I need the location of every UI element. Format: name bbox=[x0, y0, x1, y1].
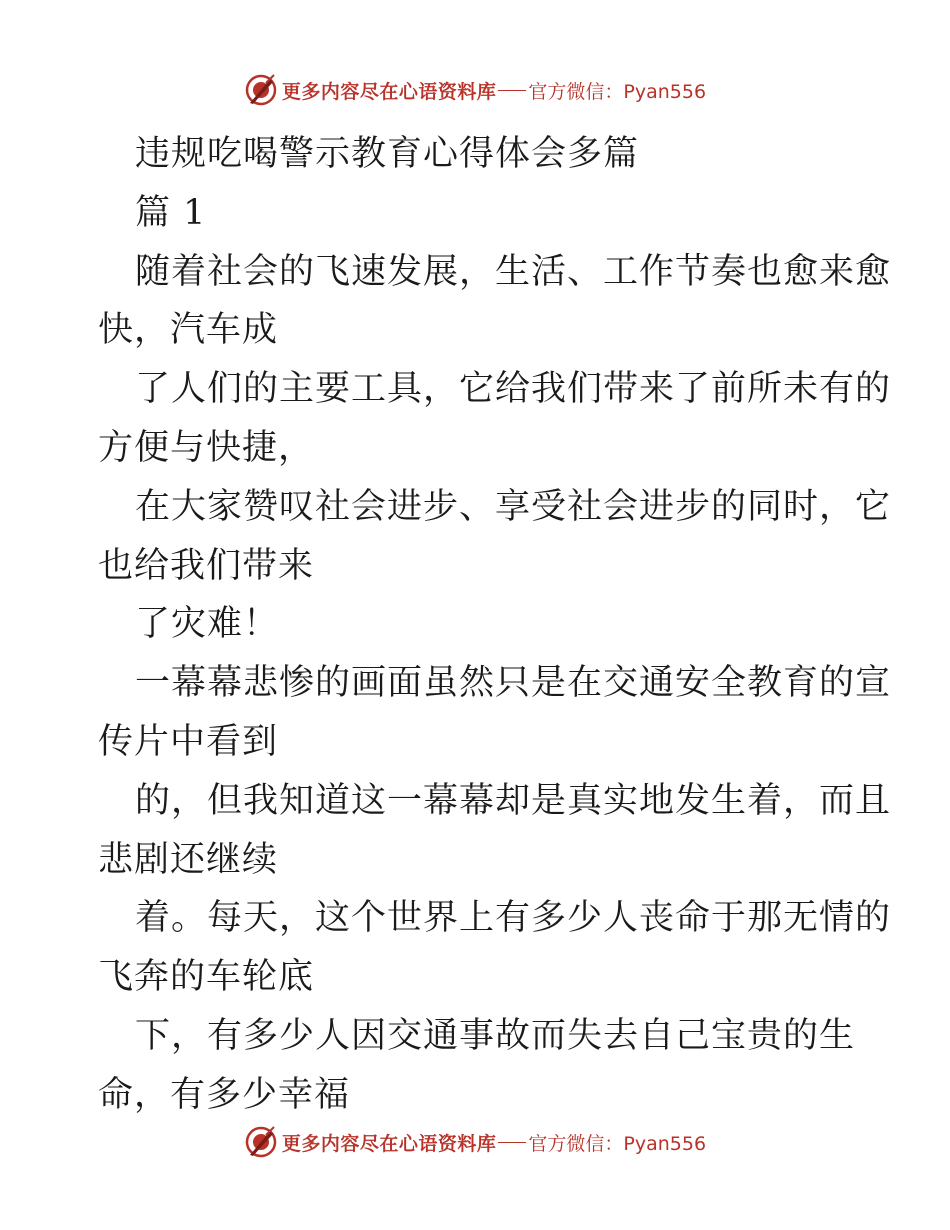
paragraph-line: 在大家赞叹社会进步、享受社会进步的同时，它 bbox=[135, 486, 892, 527]
paragraph-line: 方便与快捷， bbox=[98, 427, 315, 468]
paragraph-line: 悲剧还继续 bbox=[98, 839, 279, 880]
section-heading: 篇 1 bbox=[135, 192, 207, 233]
banner-brand-text: 更多内容尽在心语资料库 bbox=[281, 80, 497, 103]
paragraph-line: 下，有多少人因交通事故而失去自己宝贵的生 bbox=[135, 1015, 856, 1056]
document-title: 违规吃喝警示教育心得体会多篇 bbox=[135, 134, 640, 174]
quill-pen-logo-icon bbox=[244, 1125, 278, 1159]
paragraph-line: 快，汽车成 bbox=[98, 310, 279, 351]
paragraph-line: 着。每天，这个世界上有多少人丧命于那无情的 bbox=[135, 898, 892, 939]
banner-divider bbox=[498, 90, 526, 91]
paragraph-line: 一幕幕悲惨的画面虽然只是在交通安全教育的宣 bbox=[135, 663, 892, 704]
document-body bbox=[98, 125, 892, 1125]
paragraph-line: 传片中看到 bbox=[98, 721, 279, 762]
paragraph-line: 飞奔的车轮底 bbox=[98, 957, 315, 998]
banner-wechat-text: 官方微信：Pyan556 bbox=[528, 1132, 707, 1155]
quill-pen-logo-icon bbox=[244, 73, 278, 107]
paragraph-line: 命，有多少幸福 bbox=[98, 1074, 351, 1115]
paragraph-line: 了灾难！ bbox=[135, 604, 280, 645]
paragraph-line: 随着社会的飞速发展，生活、工作节奏也愈来愈 bbox=[135, 251, 892, 292]
banner-brand-text: 更多内容尽在心语资料库 bbox=[281, 1132, 497, 1155]
header-banner bbox=[0, 70, 950, 110]
paragraph-line: 的，但我知道这一幕幕却是真实地发生着，而且 bbox=[135, 780, 892, 821]
paragraph-line: 了人们的主要工具，它给我们带来了前所未有的 bbox=[135, 369, 892, 410]
paragraph-line: 也给我们带来 bbox=[98, 545, 315, 586]
banner-wechat-text: 官方微信：Pyan556 bbox=[528, 80, 707, 103]
footer-banner bbox=[0, 1122, 950, 1162]
banner-divider bbox=[498, 1142, 526, 1143]
